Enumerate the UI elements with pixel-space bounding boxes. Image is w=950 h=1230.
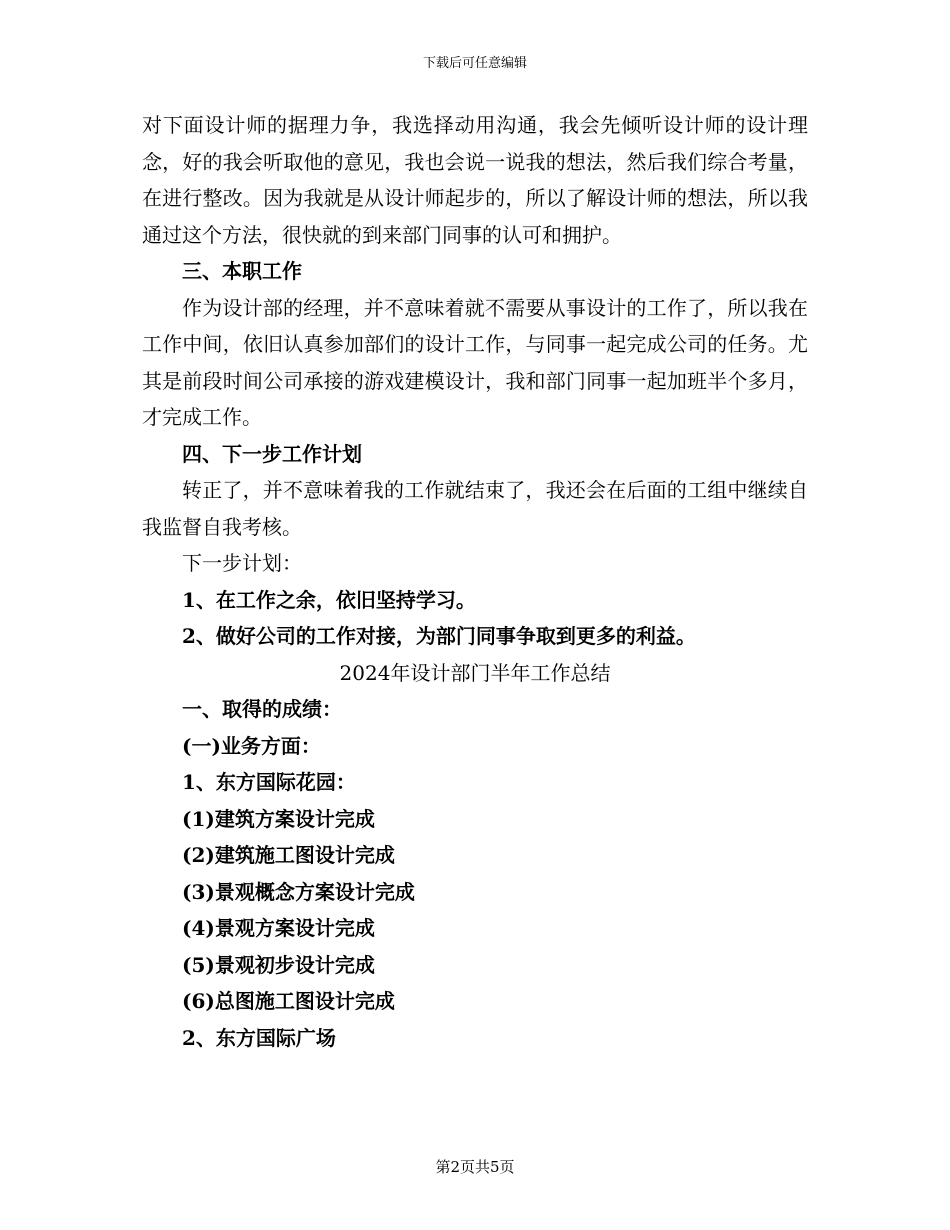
plan-item-1: 1、在工作之余，依旧坚持学习。 [182,587,476,612]
list-item: (5)景观初步设计完成 [182,952,375,977]
plan-item-2: 2、做好公司的工作对接，为部门同事争取到更多的利益。 [182,624,696,648]
section-heading-1: 一、取得的成绩： [182,697,342,721]
list-item: (3)景观概念方案设计完成 [182,879,415,904]
list-item: (2)建筑施工图设计完成 [182,843,395,867]
document-title: 2024年设计部门半年工作总结 [339,660,611,685]
paragraph-continued: 对下面设计师的据理力争，我选择动用沟通，我会先倾听设计师的设计理念，好的我会听取他的意见，我也会说一说我的想法，然后我们综合考量，在进行整改。因为我就是从设计师起步的，所以了解设计师的想法，所以我通过这个方法，很快就的到来部门同事的认可和拥护。 [142,113,808,247]
page-header: 下载后可任意编辑 [422,56,527,71]
section-heading-4: 四、下一步工作计划 [182,441,362,466]
project-1-heading: 1、东方国际花园： [182,770,356,794]
subsection-heading: (一)业务方面： [182,733,321,758]
paragraph-job: 作为设计部的经理，并不意味着就不需要从事设计的工作了，所以我在工作中间，依旧认真参加部们的设计工作，与同事一起完成公司的任务。尤其是前段时间公司承接的游戏建模设计，我和部门同事一起加班半个多月，才完成工作。 [142,295,808,429]
list-item: (1)建筑方案设计完成 [182,806,375,831]
page-footer: 第2页共5页 [435,1158,515,1176]
paragraph-plan: 转正了，并不意味着我的工作就结束了，我还会在后面的工组中继续自我监督自我考核。 [142,478,808,539]
plan-label: 下一步计划： [182,551,302,575]
document-body [142,107,808,1056]
section-heading-3: 三、本职工作 [182,259,302,283]
project-2-heading: 2、东方国际广场 [182,1025,336,1050]
list-item: (6)总图施工图设计完成 [182,989,395,1013]
list-item: (4)景观方案设计完成 [182,916,375,940]
